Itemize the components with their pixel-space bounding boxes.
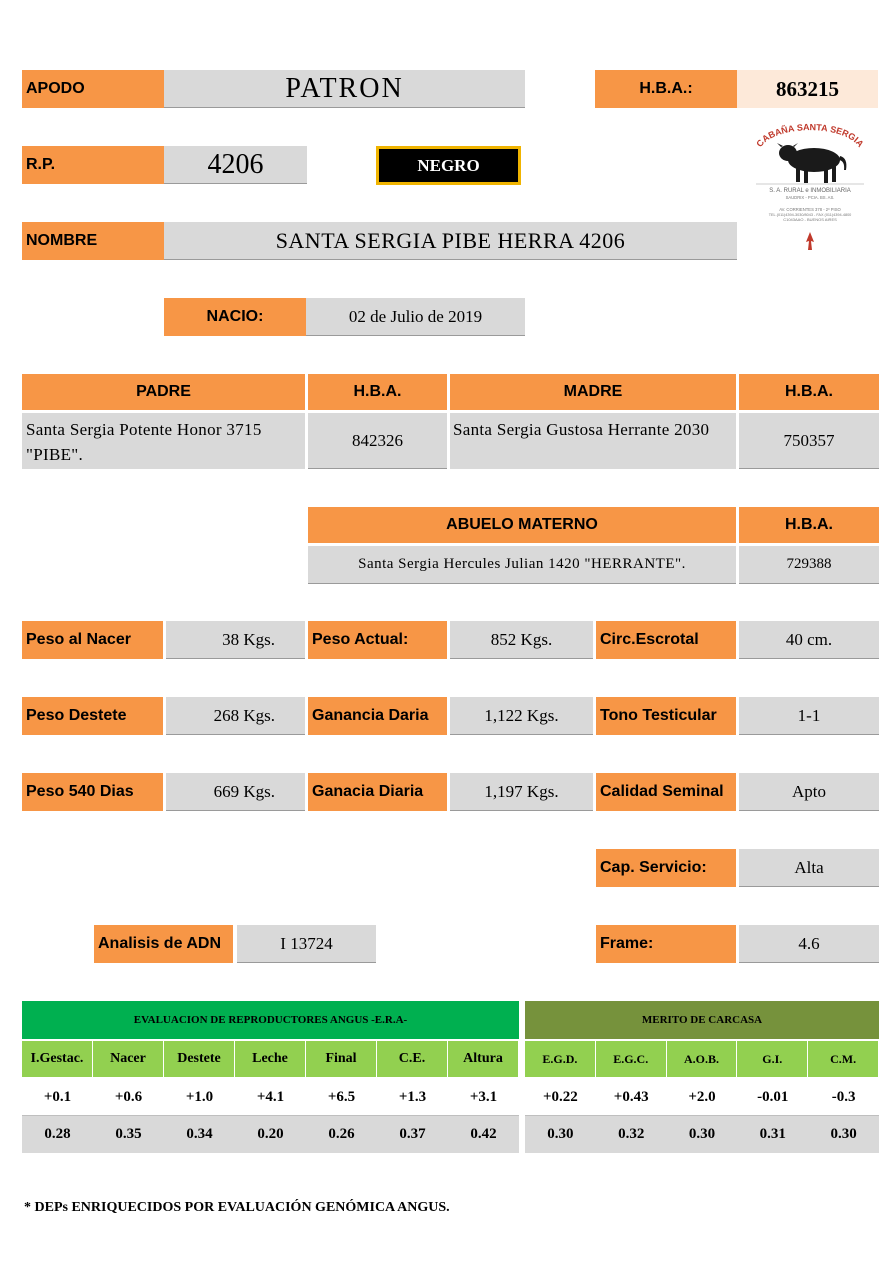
era-dep-cell: +0.6 <box>93 1079 164 1115</box>
logo-phone: TEL.(011)4394-3030/8043 - FAX (011)4394-4800 <box>768 213 852 217</box>
nombre-label: NOMBRE <box>22 222 164 260</box>
carcasa-col-header: A.O.B. <box>667 1041 738 1077</box>
peso-540-label: Peso 540 Dias <box>22 773 163 811</box>
abuelo-value: Santa Sergia Hercules Julian 1420 "HERRANTE". <box>308 546 736 584</box>
frame-label: Frame: <box>596 925 736 963</box>
rp-label: R.P. <box>22 146 164 184</box>
carcasa-accuracy-cell: 0.30 <box>525 1116 596 1153</box>
hba-value: 863215 <box>737 70 878 108</box>
peso-destete-label: Peso Destete <box>22 697 163 735</box>
era-accuracy-cell: 0.34 <box>164 1116 235 1153</box>
peso-actual-label: Peso Actual: <box>308 621 447 659</box>
madre-value: Santa Sergia Gustosa Herrante 2030 <box>450 413 736 469</box>
abuelo-header: ABUELO MATERNO <box>308 507 736 543</box>
padre-header: PADRE <box>22 374 305 410</box>
era-dep-cell: +6.5 <box>306 1079 377 1115</box>
era-dep-cell: +3.1 <box>448 1079 519 1115</box>
era-title: EVALUACION DE REPRODUCTORES ANGUS -E.R.A- <box>22 1001 519 1039</box>
era-col-header: I.Gestac. <box>22 1041 93 1077</box>
carcasa-accuracy-cell: 0.30 <box>808 1116 879 1153</box>
ganancia-diaria-value: 1,197 Kgs. <box>450 773 593 811</box>
madre-hba-header: H.B.A. <box>739 374 879 410</box>
padre-hba-header: H.B.A. <box>308 374 447 410</box>
carcasa-col-header: C.M. <box>808 1041 879 1077</box>
ganancia-diaria-label: Ganacia Diaria <box>308 773 447 811</box>
era-accuracy-cell: 0.28 <box>22 1116 93 1153</box>
adn-value: I 13724 <box>237 925 376 963</box>
madre-hba-value: 750357 <box>739 413 879 469</box>
carcasa-col-header: E.G.D. <box>525 1041 596 1077</box>
carcasa-dep-cell: -0.01 <box>737 1079 808 1115</box>
era-accuracy-cell: 0.20 <box>235 1116 306 1153</box>
carcasa-divider <box>525 1115 879 1116</box>
circ-escrotal-label: Circ.Escrotal <box>596 621 736 659</box>
cap-servicio-value: Alta <box>739 849 879 887</box>
hba-label: H.B.A.: <box>595 70 737 108</box>
tono-testicular-value: 1-1 <box>739 697 879 735</box>
padre-value: Santa Sergia Potente Honor 3715 "PIBE". <box>22 413 305 469</box>
era-accuracy-cell: 0.26 <box>306 1116 377 1153</box>
logo-city: C1043AAO - BUENOS AIRES <box>783 217 837 222</box>
era-col-header: Leche <box>235 1041 306 1077</box>
color-badge: NEGRO <box>376 146 521 185</box>
apodo-label: APODO <box>22 70 164 108</box>
era-col-header: Nacer <box>93 1041 164 1077</box>
carcasa-dep-cell: +0.22 <box>525 1079 596 1115</box>
carcasa-dep-cell: -0.3 <box>808 1079 879 1115</box>
rp-value: 4206 <box>164 146 307 184</box>
nombre-value: SANTA SERGIA PIBE HERRA 4206 <box>164 222 737 260</box>
carcasa-accuracy-cell: 0.30 <box>667 1116 738 1153</box>
svg-text:CABAÑA SANTA SERGIA <box>754 122 866 149</box>
nacio-value: 02 de Julio de 2019 <box>306 298 525 336</box>
era-dep-cell: +1.3 <box>377 1079 448 1115</box>
logo-emblem-icon <box>748 116 872 254</box>
carcasa-col-header: G.I. <box>737 1041 808 1077</box>
logo-location: SAUDRIX - PCIA. BS. AS. <box>785 195 835 200</box>
cap-servicio-label: Cap. Servicio: <box>596 849 736 887</box>
era-col-header: Final <box>306 1041 377 1077</box>
company-logo <box>748 116 872 254</box>
era-col-header: Altura <box>448 1041 519 1077</box>
carcasa-accuracy-cell: 0.32 <box>596 1116 667 1153</box>
peso-nacer-label: Peso al Nacer <box>22 621 163 659</box>
padre-hba-value: 842326 <box>308 413 447 469</box>
era-accuracy-cell: 0.35 <box>93 1116 164 1153</box>
logo-company: S. A. RURAL e INMOBILIARIA <box>769 188 851 194</box>
peso-destete-value: 268 Kgs. <box>166 697 305 735</box>
era-accuracy-cell: 0.37 <box>377 1116 448 1153</box>
carcasa-dep-cell: +0.43 <box>596 1079 667 1115</box>
peso-actual-value: 852 Kgs. <box>450 621 593 659</box>
abuelo-hba-header: H.B.A. <box>739 507 879 543</box>
peso-540-value: 669 Kgs. <box>166 773 305 811</box>
era-accuracy-cell: 0.42 <box>448 1116 519 1153</box>
bull-icon <box>777 143 846 183</box>
apodo-value: PATRON <box>164 70 525 108</box>
abuelo-hba-value: 729388 <box>739 546 879 584</box>
logo-brand: CABAÑA SANTA SERGIA <box>754 122 866 149</box>
era-dep-cell: +1.0 <box>164 1079 235 1115</box>
circ-escrotal-value: 40 cm. <box>739 621 879 659</box>
calidad-seminal-label: Calidad Seminal <box>596 773 736 811</box>
carcasa-title: MERITO DE CARCASA <box>525 1001 879 1039</box>
carcasa-col-header: E.G.C. <box>596 1041 667 1077</box>
frame-value: 4.6 <box>739 925 879 963</box>
footnote: * DEPs ENRIQUECIDOS POR EVALUACIÓN GENÓMICA ANGUS. <box>24 1200 450 1215</box>
nacio-label: NACIO: <box>164 298 306 336</box>
logo-mark-icon <box>806 232 814 250</box>
carcasa-accuracy-cell: 0.31 <box>737 1116 808 1153</box>
era-dep-cell: +4.1 <box>235 1079 306 1115</box>
calidad-seminal-value: Apto <box>739 773 879 811</box>
ganancia-daria-label: Ganancia Daria <box>308 697 447 735</box>
tono-testicular-label: Tono Testicular <box>596 697 736 735</box>
adn-label: Analisis de ADN <box>94 925 233 963</box>
era-col-header: Destete <box>164 1041 235 1077</box>
era-col-header: C.E. <box>377 1041 448 1077</box>
ganancia-daria-value: 1,122 Kgs. <box>450 697 593 735</box>
era-divider <box>22 1115 519 1116</box>
peso-nacer-value: 38 Kgs. <box>166 621 305 659</box>
era-dep-cell: +0.1 <box>22 1079 93 1115</box>
logo-address: AV. CORRIENTES 378 - 2º PISO <box>779 207 841 212</box>
carcasa-dep-cell: +2.0 <box>667 1079 738 1115</box>
madre-header: MADRE <box>450 374 736 410</box>
